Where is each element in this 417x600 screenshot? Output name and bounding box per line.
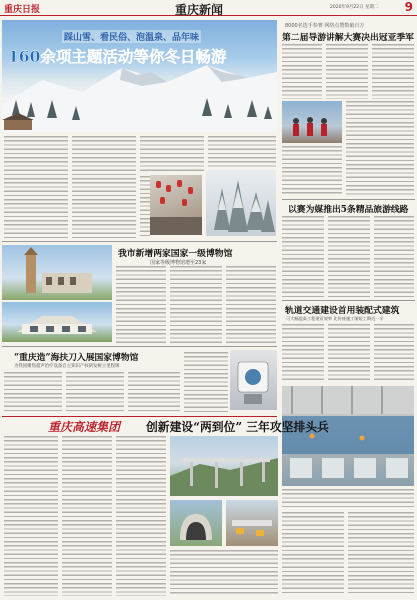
- media-headline: 以赛为媒推出5条精品旅游线路: [288, 205, 409, 215]
- contest-body-col5: [282, 146, 342, 196]
- expressway-body-col5: [282, 512, 344, 596]
- lead-body-text-col4: [208, 136, 276, 168]
- section-divider: [2, 416, 277, 417]
- divider: [282, 199, 415, 200]
- expressway-headline: 创新建设“两到位” 三年攻坚排头兵: [146, 420, 329, 434]
- contest-body-col1: [282, 44, 322, 99]
- expressway-body-col4: [170, 550, 278, 596]
- photo-contest-winners: [282, 101, 342, 143]
- rail-body-col2: [328, 324, 370, 382]
- lead-body-text-col5: [140, 176, 150, 238]
- rail-headline: 轨道交通建设首用装配式建筑: [285, 306, 400, 316]
- hifu-body-col3: [128, 372, 180, 412]
- photo-snowy-forest: [206, 170, 276, 236]
- photo-museum-tower: [2, 245, 112, 300]
- photo-expressway-bridge: [170, 436, 278, 496]
- contest-body-col2: [326, 44, 368, 99]
- lead-body-text-col2: [72, 136, 136, 238]
- contest-kicker: 8000名选手参赛 网络点赞数破百万: [285, 23, 365, 29]
- contest-body-col3: [372, 44, 414, 99]
- photo-museum-building: [2, 302, 112, 342]
- photo-expressway-tunnel: [170, 500, 222, 546]
- contest-body-col4: [346, 101, 414, 196]
- museum-headline: 我市新增两家国家一级博物馆: [118, 249, 233, 259]
- lead-headline: 160余项主题活动等你冬日畅游: [8, 47, 227, 66]
- lead-photo-snow-mountain: [2, 20, 277, 132]
- hifu-subhead: 为我国聚焦超声治疗设备自主知识产权研发树立里程碑: [14, 364, 120, 369]
- rail-body-col3: [374, 324, 414, 382]
- divider: [282, 300, 415, 301]
- photo-rail-construction: [282, 386, 414, 486]
- museum-body-col3: [226, 266, 276, 344]
- photo-hanging-lanterns: [150, 175, 202, 235]
- expressway-body-col2: [62, 436, 112, 596]
- rail-subhead: 可大幅提高工程建设效率 比传统施工缩短工期近一半: [286, 316, 384, 321]
- hifu-body-col1: [4, 372, 62, 412]
- museum-body-col2: [170, 266, 222, 344]
- divider: [2, 241, 277, 242]
- rail-body-col4: [282, 489, 414, 507]
- expressway-group-logo: 重庆高速集团: [48, 420, 121, 434]
- rail-body-col1: [282, 324, 324, 382]
- section-title: 重庆新闻: [175, 3, 224, 17]
- expressway-body-col6: [348, 512, 414, 596]
- photo-expressway-site: [226, 500, 278, 546]
- museum-subhead: 国家等级博物馆增至23家: [150, 260, 207, 266]
- media-body-col3: [374, 216, 414, 298]
- lead-kicker: 踩山雪、看民俗、泡温泉、品年味: [62, 30, 201, 43]
- dateline: 2020年9月22日 星期二: [330, 5, 379, 10]
- photo-hifu-device: [230, 350, 277, 410]
- page-number: 9: [404, 0, 413, 14]
- hifu-body-col4: [184, 352, 228, 412]
- museum-body-col1: [116, 266, 166, 344]
- hifu-headline: “重庆造”海扶刀入展国家博物馆: [14, 353, 139, 363]
- expressway-body-col1: [4, 436, 58, 596]
- newspaper-logo: 重庆日报: [4, 5, 41, 15]
- media-body-col2: [328, 216, 370, 298]
- media-body-col1: [282, 216, 324, 298]
- masthead: [0, 0, 417, 16]
- lead-body-text-col1: [4, 136, 68, 238]
- hifu-body-col2: [66, 372, 124, 412]
- lead-body-text-col3: [140, 136, 204, 172]
- divider: [2, 346, 277, 347]
- contest-headline: 第二届导游讲解大赛决出冠亚季军: [282, 33, 414, 43]
- expressway-body-col3: [116, 436, 166, 596]
